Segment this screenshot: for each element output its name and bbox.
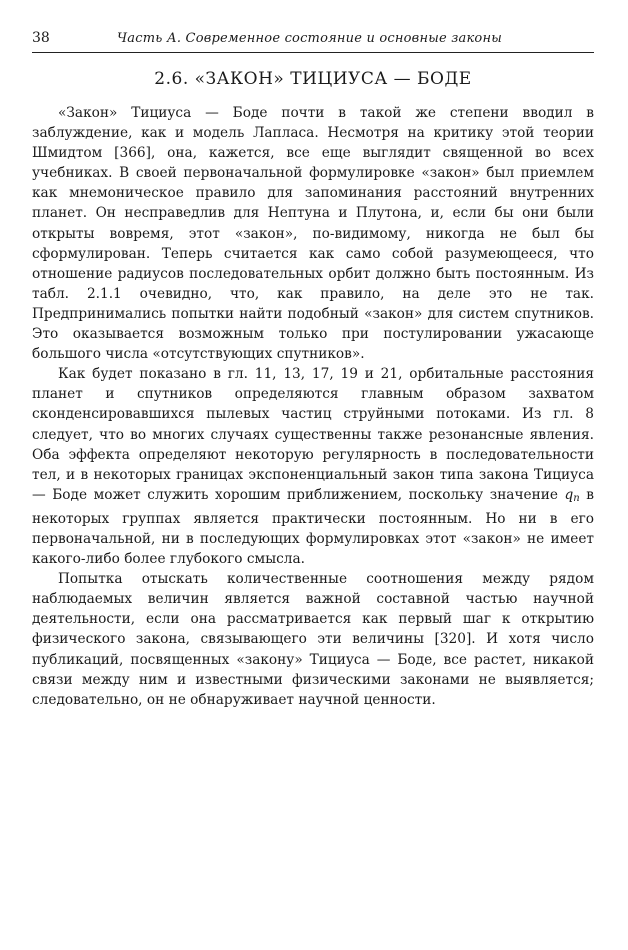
paragraph-2 xyxy=(32,364,594,569)
paragraph-1: «Закон» Тициуса — Боде почти в такой же степени вводил в заблуждение, как и модель Лапласа. Несмотря на критику этой теории Шмидтом [366], она, кажется, все еще выглядит священной во всех учебниках. В своей первоначальной формулировке «закон» был приемлем как мнемоническое правило для запоминания расстояний внутренних планет. Он несправедлив для Нептуна и Плутона, и, если бы они были открыты вовремя, этот «закон», по-видимому, никогда не был бы сформулирован. Теперь считается как само собой разумеющееся, что отношение радиусов последовательных орбит должно быть постоянным. Из табл. 2.1.1 очевидно, что, как правило, на деле это не так. Предпринимались попытки найти подобный «закон» для систем спутников. Это оказывается возможным только при постулировании ужасающе большого числа «отсутствующих спутников». xyxy=(32,105,594,363)
math-subscript: n xyxy=(573,492,580,504)
page-number: 38 xyxy=(32,30,50,46)
paragraph-2-text-a: Как будет показано в гл. 11, 13, 17, 19 и 21, орбитальные расстояния планет и спутников определяются главным образом захватом сконденсировавшихся пылевых частиц струйными потоками. Из гл. 8 следует, что во многих случаях существенны также резонансные явления. Оба эффекта определяют некоторую регулярность в последовательности тел, и в некоторых границах экспоненциальный закон типа закона Тициуса — Боде может служить хорошим приближением, поскольку значение xyxy=(32,366,594,503)
math-symbol: $q_n$ xyxy=(564,486,580,504)
running-head xyxy=(32,30,594,53)
paragraph-2-text-b: в некоторых группах является практически постоянным. Но ни в его первоначальной, ни в последующих формулировках этот «закон» не имеет какого-либо более глубокого смысла. xyxy=(32,486,594,568)
book-page xyxy=(32,30,594,710)
running-title: Часть А. Современное состояние и основные законы xyxy=(117,31,502,46)
section-title: 2.6. «ЗАКОН» ТИЦИУСА — БОДЕ xyxy=(154,69,472,89)
paragraph-3: Попытка отыскать количественные соотношения между рядом наблюдаемых величин является важной составной частью научной деятельности, если она рассматривается как первый шаг к открытию физического закона, связывающего эти величины [320]. И хотя число публикаций, посвященных «закону» Тициуса — Боде, все растет, никакой связи между ним и известными физическими законами не выявляется; следовательно, он не обнаруживает научной ценности. xyxy=(32,571,594,708)
